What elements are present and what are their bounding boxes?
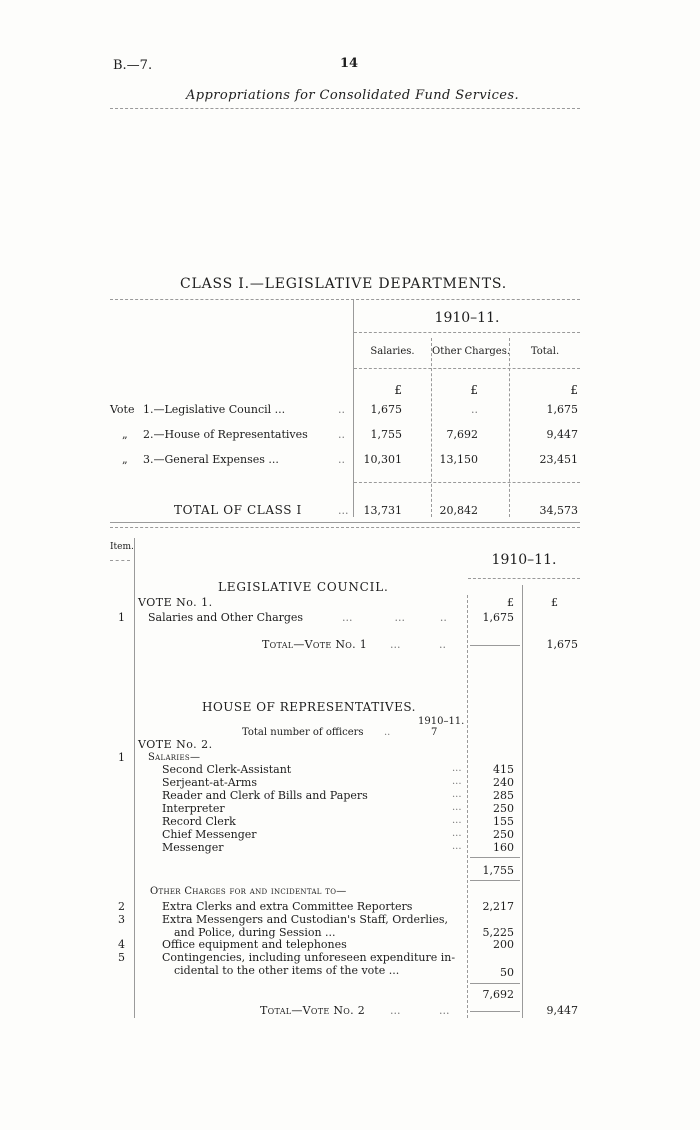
currency-other: £: [470, 383, 478, 397]
detail-year: 1910–11.: [491, 552, 557, 568]
other-item-label-cont: cidental to the other items of the vote ...: [174, 964, 400, 977]
other-item-no: 3: [118, 913, 125, 926]
house-total-value: 9,447: [546, 1004, 578, 1017]
officers-count: 7: [431, 727, 438, 738]
salary-label: Reader and Clerk of Bills and Papers: [162, 789, 368, 802]
running-title: Appropriations for Consolidated Fund Services.: [186, 88, 520, 103]
other-item-value: 50: [500, 966, 514, 979]
vote-prefix: „: [122, 428, 128, 441]
salary-value: 285: [493, 789, 514, 802]
other-item-value: 200: [493, 938, 514, 951]
other-item-label: Extra Messengers and Custodian's Staff, Orderlies,: [162, 913, 449, 926]
salary-label: Second Clerk-Assistant: [162, 763, 292, 776]
house-total-label: Total—Vote No. 2: [260, 1004, 366, 1017]
row-other: 13,150: [439, 453, 478, 466]
salary-value: 250: [493, 828, 514, 841]
house-vote: VOTE No. 2.: [138, 738, 213, 751]
other-subtotal: 7,692: [482, 988, 514, 1001]
other-item-label: Office equipment and telephones: [162, 938, 347, 951]
council-item-no: 1: [118, 611, 125, 624]
salary-value: 160: [493, 841, 514, 854]
col-salaries: Salaries.: [370, 346, 415, 357]
salary-label: Interpreter: [162, 802, 225, 815]
officers-label: Total number of officers: [242, 727, 364, 738]
other-item-no: 5: [118, 951, 125, 964]
other-item-label-cont: and Police, during Session ...: [174, 926, 336, 939]
council-currency-b: £: [551, 596, 558, 609]
row-salaries: 1,675: [370, 403, 402, 416]
row-label: 3.—General Expenses ...: [143, 453, 279, 466]
salary-label: Messenger: [162, 841, 224, 854]
currency-total: £: [570, 383, 578, 397]
col-other-charges: Other Charges.: [432, 346, 510, 357]
other-item-label: Extra Clerks and extra Committee Reporters: [162, 900, 413, 913]
council-vote: VOTE No. 1.: [138, 596, 213, 609]
col-total: Total.: [530, 346, 560, 357]
other-charges-heading: Other Charges for and incidental to—: [150, 886, 347, 897]
council-item-label: Salaries and Other Charges: [148, 611, 304, 624]
class-heading: CLASS I.—LEGISLATIVE DEPARTMENTS.: [180, 276, 508, 292]
item-header: Item.: [110, 542, 134, 552]
salaries-item-no: 1: [118, 751, 125, 764]
header-rule: [110, 108, 580, 109]
vote-prefix: Vote: [110, 403, 135, 416]
row-salaries: 1,755: [370, 428, 402, 441]
class-total-salaries: 13,731: [363, 504, 402, 517]
other-item-label: Contingencies, including unforeseen expenditure in-: [162, 951, 456, 964]
council-heading: LEGISLATIVE COUNCIL.: [218, 580, 389, 594]
row-total: 9,447: [546, 428, 578, 441]
row-total: 23,451: [539, 453, 578, 466]
salary-value: 240: [493, 776, 514, 789]
row-label: 1.—Legislative Council ...: [143, 403, 286, 416]
row-other: 7,692: [446, 428, 478, 441]
salary-label: Serjeant-at-Arms: [162, 776, 257, 789]
salary-label: Chief Messenger: [162, 828, 257, 841]
other-item-no: 4: [118, 938, 125, 951]
other-item-value: 2,217: [482, 900, 514, 913]
council-total-value: 1,675: [546, 638, 578, 651]
currency-salaries: £: [394, 383, 402, 397]
row-label: 2.—House of Representatives: [143, 428, 308, 441]
other-item-value: 5,225: [482, 926, 514, 939]
other-item-no: 2: [118, 900, 125, 913]
salaries-heading: Salaries—: [148, 752, 201, 763]
class-total-label: TOTAL OF CLASS I: [174, 503, 302, 517]
summary-year: 1910–11.: [434, 310, 500, 326]
row-other: ..: [471, 403, 478, 416]
council-total-label: Total—Vote No. 1: [262, 638, 368, 651]
class-total-other: 20,842: [439, 504, 478, 517]
vote-prefix: „: [122, 453, 128, 466]
row-salaries: 10,301: [363, 453, 402, 466]
salaries-subtotal: 1,755: [482, 864, 514, 877]
salary-value: 415: [493, 763, 514, 776]
salary-value: 155: [493, 815, 514, 828]
salary-label: Record Clerk: [162, 815, 236, 828]
page-code: B.—7.: [113, 58, 153, 73]
row-total: 1,675: [546, 403, 578, 416]
council-item-value: 1,675: [482, 611, 514, 624]
salary-value: 250: [493, 802, 514, 815]
page-number: 14: [340, 56, 359, 71]
officers-year: 1910–11.: [418, 716, 465, 727]
house-heading: HOUSE OF REPRESENTATIVES.: [202, 700, 416, 714]
class-total-total: 34,573: [539, 504, 578, 517]
council-currency-a: £: [507, 596, 514, 609]
